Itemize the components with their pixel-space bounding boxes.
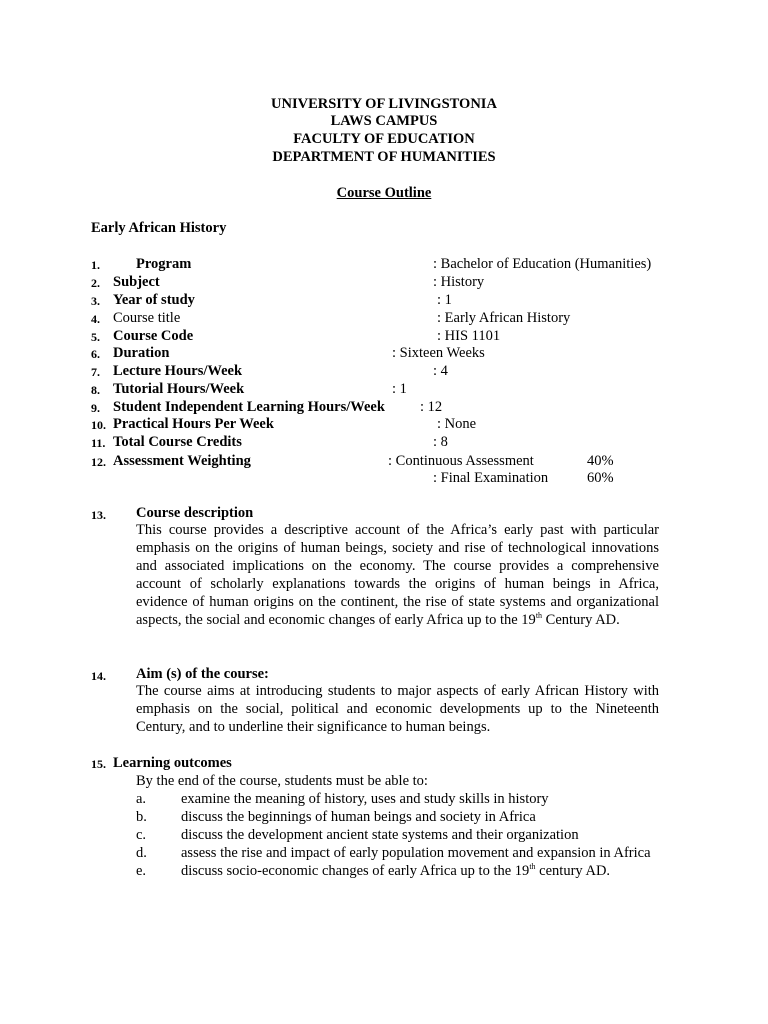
item-value-course-title: : Early African History [437, 310, 571, 326]
item-label-subject: Subject [113, 274, 160, 290]
outcome-text-start: discuss socio-economic changes of early Africa up to the 19 [181, 863, 530, 879]
campus-name: LAWS CAMPUS [330, 113, 438, 129]
outcome-text-end: century AD. [535, 863, 611, 879]
item-label-year: Year of study [113, 292, 195, 308]
outcome-letter: c. [136, 827, 147, 843]
item-number: 8. [91, 383, 100, 397]
university-name: UNIVERSITY OF LIVINGSTONIA [271, 96, 497, 112]
outcome-letter: e. [136, 863, 147, 879]
item-label-duration: Duration [113, 345, 170, 361]
item-number: 2. [91, 276, 100, 290]
outcome-text: discuss the beginnings of human beings and society in Africa [181, 809, 536, 825]
item-label-assessment: Assessment Weighting [113, 453, 251, 469]
aim-paragraph: The course aims at introducing students to major aspects of early African History with emphasis on the social, political and economic developments up to the Nineteenth Century, and to underline their significance to human beings. [136, 683, 659, 735]
item-label-program: Program [136, 256, 192, 272]
item-label-independent-hours: Student Independent Learning Hours/Week [113, 399, 385, 415]
item-number: 11. [91, 436, 106, 450]
item-number: 12. [91, 455, 106, 469]
superscript: th [535, 610, 543, 620]
item-number: 3. [91, 294, 100, 308]
outcome-text [181, 862, 610, 880]
item-number: 10. [91, 418, 106, 432]
item-value-total-credits: : 8 [433, 434, 448, 450]
section-number: 13. [91, 508, 106, 522]
section-number: 14. [91, 669, 106, 683]
item-label-lecture-hours: Lecture Hours/Week [113, 363, 243, 379]
description-heading: Course description [136, 505, 254, 521]
outcome-letter: d. [136, 845, 147, 861]
item-value-lecture-hours: : 4 [433, 363, 448, 379]
item-label-tutorial-hours: Tutorial Hours/Week [113, 381, 245, 397]
outcome-text: examine the meaning of history, uses and study skills in history [181, 791, 549, 807]
faculty-name: FACULTY OF EDUCATION [293, 131, 475, 147]
item-label-practical-hours: Practical Hours Per Week [113, 416, 274, 432]
item-value-program: : Bachelor of Education (Humanities) [433, 256, 652, 272]
outcomes-intro: By the end of the course, students must be able to: [136, 773, 428, 789]
outcome-text: assess the rise and impact of early population movement and expansion in Africa [181, 845, 651, 861]
item-number: 7. [91, 365, 100, 379]
item-value-tutorial-hours: : 1 [392, 381, 407, 397]
superscript: th [529, 862, 536, 871]
outline-title: Course Outline [336, 185, 432, 201]
item-value-subject: : History [433, 274, 485, 290]
outcome-text: discuss the development ancient state systems and their organization [181, 827, 579, 843]
final-examination-percent: 60% [587, 470, 614, 486]
item-number: 4. [91, 312, 100, 326]
item-value-course-code: : HIS 1101 [437, 328, 501, 344]
outcome-letter: a. [136, 791, 147, 807]
final-examination-label: : Final Examination [433, 470, 549, 486]
department-name: DEPARTMENT OF HUMANITIES [272, 149, 496, 165]
item-number: 5. [91, 330, 100, 344]
item-label-course-code: Course Code [113, 328, 194, 344]
aim-heading: Aim (s) of the course: [136, 666, 269, 682]
item-number: 6. [91, 347, 100, 361]
course-name: Early African History [91, 220, 227, 236]
outcome-letter: b. [136, 809, 147, 825]
item-value-practical-hours: : None [437, 416, 477, 432]
item-value-independent-hours: : 12 [420, 399, 443, 415]
description-paragraph [136, 522, 659, 629]
outcomes-heading: Learning outcomes [113, 755, 232, 771]
section-number: 15. [91, 757, 106, 771]
item-value-year: : 1 [437, 292, 452, 308]
item-number: 9. [91, 401, 100, 415]
item-value-continuous-assessment: : Continuous Assessment [388, 453, 534, 469]
item-label-course-title: Course title [113, 310, 181, 326]
description-text: This course provides a descriptive account of the Africa’s early past with particular emphasis on the origins of human beings, society and rise of technological innovations and associated implications on the economy. The course provides a comprehensive account of scholarly explanations towards the origins of human beings in Africa, evidence of human origins on the continent, the rise of state systems and organizational aspects, the social and economic changes of early Africa up to the 19 [136, 522, 659, 628]
description-text-end: Century AD. [542, 611, 620, 628]
continuous-assessment-percent: 40% [587, 453, 614, 469]
item-value-duration: : Sixteen Weeks [392, 345, 485, 361]
item-number: 1. [91, 258, 100, 272]
item-label-total-credits: Total Course Credits [113, 434, 242, 450]
